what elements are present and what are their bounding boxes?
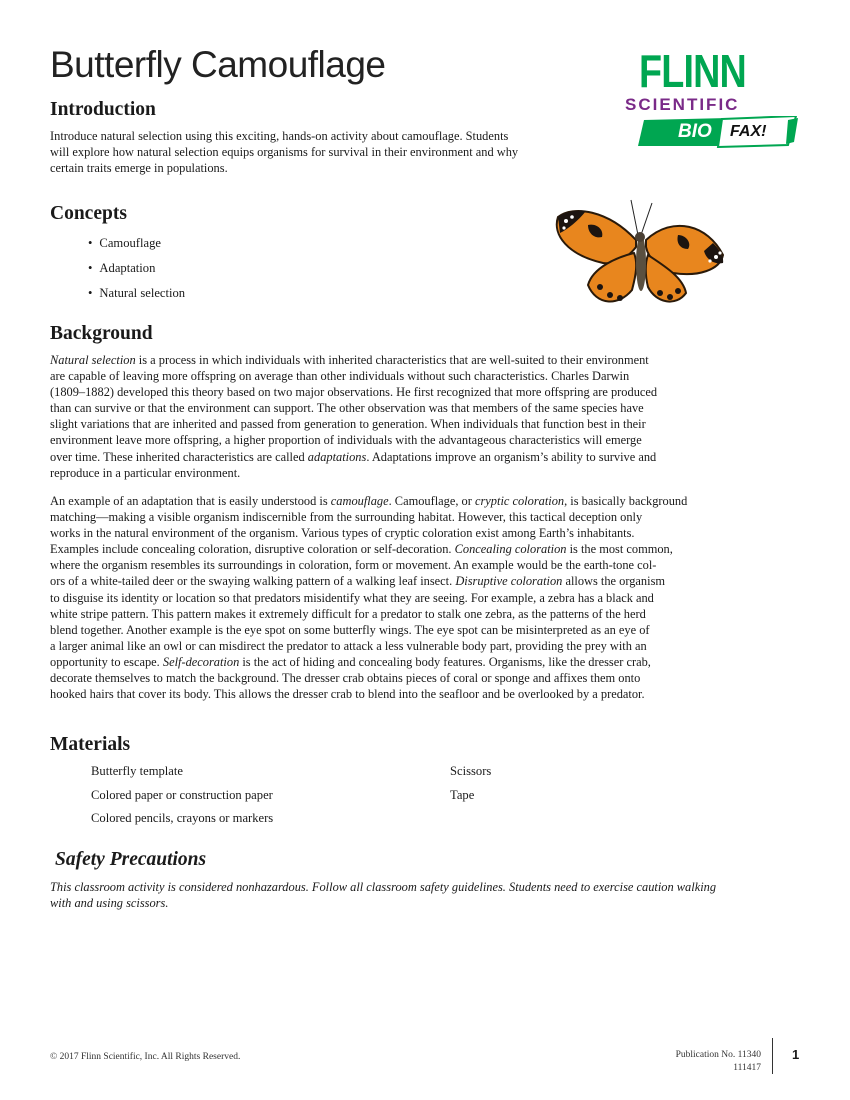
page-number: 1 bbox=[792, 1047, 800, 1062]
logo-bio-text: BIO bbox=[678, 121, 712, 142]
materials-list-left bbox=[91, 760, 273, 831]
copyright-text: © 2017 Flinn Scientific, Inc. All Rights Reserved. bbox=[50, 1052, 241, 1062]
logo-scientific-text: SCIENTIFIC bbox=[625, 95, 740, 114]
list-item: • Adaptation bbox=[88, 256, 185, 281]
concepts-list bbox=[88, 231, 185, 306]
introduction-text: Introduce natural selection using this exciting, hands-on activity about camouflage. Students will explore how natural selection equips organisms for survival in their environment and why certain traits emerge in populations. bbox=[50, 129, 519, 176]
list-item: Colored pencils, crayons or markers bbox=[91, 811, 274, 825]
logo-fax-text: FAX! bbox=[730, 123, 767, 140]
list-item: Scissors bbox=[450, 764, 492, 778]
materials-heading: Materials bbox=[50, 734, 131, 755]
list-item: Tape bbox=[450, 787, 475, 802]
list-item: • Camouflage bbox=[88, 231, 185, 256]
safety-heading: Safety Precautions bbox=[55, 849, 207, 870]
list-item: Colored paper or construction paper bbox=[91, 787, 273, 802]
page-title: Butterfly Camouflage bbox=[50, 44, 386, 85]
publication-info: Publication No. 11340 111417 bbox=[675, 1050, 761, 1073]
flinn-scientific-logo bbox=[620, 45, 800, 148]
materials-list-right bbox=[450, 760, 491, 807]
logo-flinn-text: FLINN bbox=[639, 45, 746, 97]
safety-text: This classroom activity is considered nonhazardous. Follow all classroom safety guidelines. Students need to exercise caution walking with and using scissors. bbox=[50, 880, 717, 911]
list-item: Butterfly template bbox=[91, 764, 183, 778]
background-paragraph-1: Natural selection is a process in which individuals with inherited characteristics that are well-suited to their environment are capable of leaving more offspring on average than other individuals without such characteristics. Charles Darwin (1809–1882) developed this theory based on two major observations. He first recognized that more offspring are produced than can survive or that the environment can support. The other observation was that members of the same species have slight variations that are inherited and passed from generation to generation. When individuals that function best in their environment leave more offspring, a higher proportion of individuals with the advantageous characteristics will emerge over time. These inherited characteristics are called adaptations. Adaptations improve an organism’s ability to survive and reproduce in a particular environment. bbox=[50, 353, 658, 480]
background-paragraph-2: An example of an adaptation that is easily understood is camouflage. Camouflage, or cryptic coloration, is basically background matching—making a visible organism indiscernible from the surrounding habitat. However, this tactical deception only works in the natural environment of the organism. Various types of cryptic coloration exist among Earth’s inhabitants. Examples include concealing coloration, disruptive coloration or self-decoration. Concealing coloration is the most common, where the organism resembles its surroundings in coloration, form or movement. An example would be the earth-tone col- ors of a white-tailed deer or the swaying walking pattern of a walking leaf insect. Disruptive coloration allows the organism to disguise its identity or location so that predators misidentify what they are seeing. For example, a zebra has a black and white stripe pattern. This pattern makes it extremely difficult for a predator to stalk one zebra, as the patterns of the herd blend together. Another example is the eye spot on some butterfly wings. The eye spot can be misinterpreted as an eye of a larger animal like an owl or can misdirect the predator to attack a less vulnerable body part, providing the prey with an opportunity to escape. Self-decoration is the act of hiding and concealing body features. Organisms, like the dresser crab, decorate themselves to match the background. The dresser crab obtains pieces of coral or sponge and affixes them onto hooked hairs that cover its body. This allows the dresser crab to blend into the seafloor and be overlooked by a predator. bbox=[50, 494, 688, 702]
background-heading: Background bbox=[50, 323, 153, 344]
concepts-heading: Concepts bbox=[50, 203, 127, 224]
butterfly-image bbox=[548, 195, 738, 315]
biofax-banner bbox=[638, 116, 798, 148]
introduction-heading: Introduction bbox=[50, 99, 156, 120]
list-item: • Natural selection bbox=[88, 281, 185, 306]
footer-divider bbox=[772, 1038, 773, 1074]
